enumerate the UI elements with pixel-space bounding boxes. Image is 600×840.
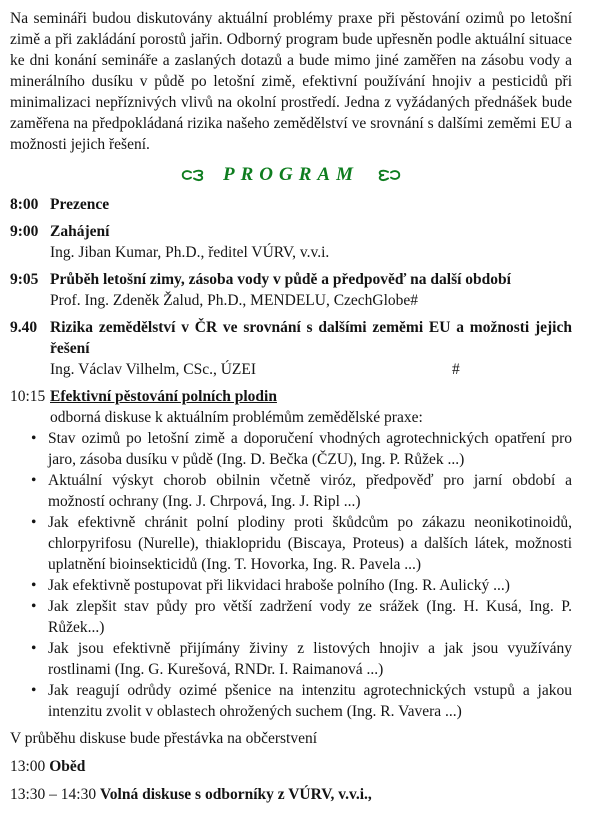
schedule-title: Rizika zemědělství v ČR ve srovnání s dalšími zeměmi EU a možnosti jejich řešení xyxy=(50,319,572,357)
discussion-topic-item: • Aktuální výskyt chorob obilnin včetně viróz, předpověď pro jarní období a možností ochrany (Ing. J. Chrpová, Ing. J. Ripl ...) xyxy=(48,470,572,512)
program-heading-label: PROGRAM xyxy=(223,164,359,185)
schedule-speaker: Ing. Jiban Kumar, Ph.D., ředitel VÚRV, v.v.i. xyxy=(50,244,330,261)
schedule-time: 10:15 xyxy=(10,388,46,405)
intro-paragraph: Na semináři budou diskutovány aktuální problémy praxe při pěstování ozimů po letošní zimě a při zakládání porostů jařin. Odborný program bude upřesněn podle aktuální situace ke dni konání semináře a zaslaných dotazů a bude mimo jiné zaměřen na zásobu vody a minerálního dusíku v půdě po letošní zimě, efektivní používání hnojiv a pesticidů při minimalizaci nepříznivých vlivů na okolní prostředí. Jedna z vyžádaných přednášek bude zaměřena na předpokládaná rizika našeho zemědělství ve srovnání s dalšími zeměmi EU a možnosti jejich řešení. xyxy=(10,10,572,153)
discussion-topic-item: • Jak efektivně postupovat při likvidaci hraboše polního (Ing. R. Aulický ...) xyxy=(48,575,572,596)
scroll-flourish-right-icon xyxy=(375,168,401,182)
break-note: V průběhu diskuse bude přestávka na občerstvení xyxy=(10,730,318,747)
schedule-speaker: Prof. Ing. Zdeněk Žalud, Ph.D., MENDELU, CzechGlobe# xyxy=(50,292,419,309)
schedule-subtitle: odborná diskuse k aktuálním problémům zemědělské praxe: xyxy=(50,409,423,426)
schedule-entry-efektivni-pestovani xyxy=(10,386,572,428)
schedule-title: Zahájení xyxy=(50,223,110,240)
schedule-entry-zahajeni xyxy=(10,221,572,263)
free-discussion-time: 13:30 – 14:30 xyxy=(10,786,97,803)
schedule-title: Prezence xyxy=(50,196,110,213)
discussion-topic-item: • Jak zlepšit stav půdy pro větší zadržení vody ze srážek (Ing. H. Kusá, Ing. P. Růžek...) xyxy=(48,596,572,638)
scroll-flourish-left-icon xyxy=(181,168,207,182)
schedule-entry-prezence xyxy=(10,194,572,215)
schedule-entry-rizika-zemedelstvi xyxy=(10,317,572,380)
discussion-topic-item: • Stav ozimů po letošní zimě a doporučení vhodných agrotechnických opatření pro jaro, zásoba dusíku v půdě (Ing. D. Bečka (ČZU), Ing. P. Růžek ...) xyxy=(48,428,572,470)
lunch-line xyxy=(10,756,572,777)
program-heading xyxy=(10,164,572,186)
schedule-entry-prubeh-zimy xyxy=(10,269,572,311)
schedule-title: Průběh letošní zimy, zásoba vody v půdě a předpověď na další období xyxy=(50,271,511,288)
lunch-title: Oběd xyxy=(49,758,86,775)
schedule-speaker: Ing. Václav Vilhelm, CSc., ÚZEI xyxy=(50,361,256,378)
schedule-time: 9:00 xyxy=(10,223,39,240)
schedule-time: 9:05 xyxy=(10,271,39,288)
discussion-topic-item: • Jak efektivně chránit polní plodiny proti škůdcům po zákazu neonikotinoidů, chlorpyrifosu (Nurelle), thiaklopridu (Biscaya, Proteus) a dalších látek, možnosti uplatnění bioinsekticidů (Ing. T. Hovorka, Ing. R. Pavela ...) xyxy=(48,512,572,575)
discussion-topic-item: • Jak jsou efektivně přijímány živiny z listových hnojiv a jak jsou využívány rostlinami (Ing. G. Kurešová, RNDr. I. Raimanová ...) xyxy=(48,638,572,680)
discussion-topic-item: • Jak reagují odrůdy ozimé pšenice na intenzitu agrotechnických vstupů a jakou intenzitu zvolit v oblastech ohrožených suchem (Ing. R. Vavera ...) xyxy=(48,680,572,722)
schedule-speaker-row xyxy=(50,359,572,380)
hash-mark: # xyxy=(452,361,460,378)
discussion-topics-list xyxy=(10,428,572,722)
schedule-time: 8:00 xyxy=(10,196,39,213)
schedule-title: Efektivní pěstování polních plodin xyxy=(50,388,277,405)
schedule-time: 9.40 xyxy=(10,319,38,336)
free-discussion-line xyxy=(10,784,572,805)
lunch-time: 13:00 xyxy=(10,758,46,775)
free-discussion-title: Volná diskuse s odborníky z VÚRV, v.v.i., xyxy=(100,786,372,803)
